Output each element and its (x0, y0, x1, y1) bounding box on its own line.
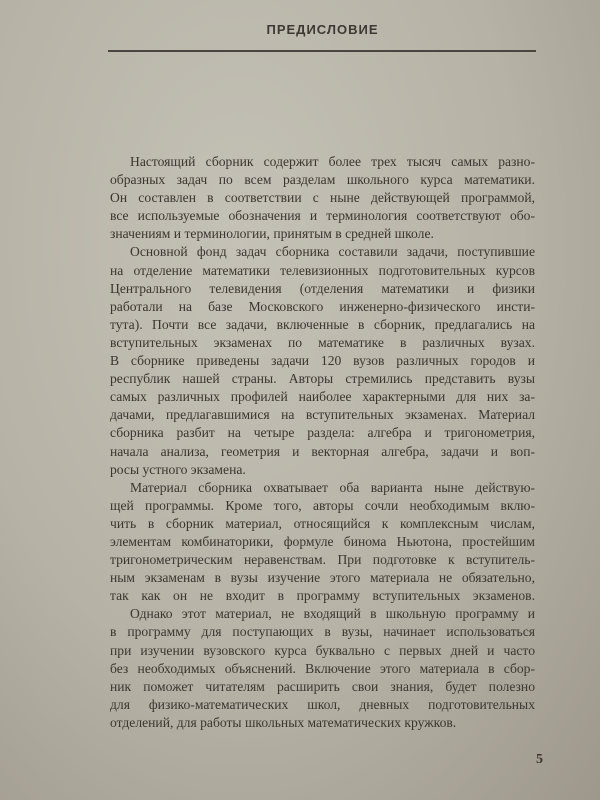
text-line: дачами, предлагавшимися на вступительных экзаменах. Материал (110, 407, 535, 423)
text-line: Центрального телевидения (отделения математики и физики (110, 280, 535, 296)
text-line: В сборнике приведены задачи 120 вузов различных городов и (110, 353, 535, 369)
text-line: тригонометрическим неравенствам. При подготовке к вступитель- (110, 552, 535, 568)
text-line: Настоящий сборник содержит более трех тысяч самых разно- (130, 154, 535, 169)
text-line: работали на базе Московского инженерно-физического инсти- (110, 298, 535, 314)
text-line: образных задач по всем разделам школьного курса математики. (110, 172, 535, 188)
text-line: так как он не входит в программу вступительных экзаменов. (110, 588, 535, 604)
text-line: начала анализа, геометрия и векторная алгебра, задачи и воп- (110, 443, 535, 459)
text-line: сборника разбит на четыре раздела: алгебра и тригонометрия, (110, 425, 535, 441)
text-line: для физико-математических школ, дневных подготовительных (110, 696, 535, 712)
text-line: при изучении вузовского курса буквально с первых дней и часто (110, 642, 535, 658)
text-line: Он составлен в соответствии с ныне действующей программой, (110, 190, 535, 206)
text-line: росы устного экзамена. (110, 461, 246, 477)
text-line: все используемые обозначения и терминология соответствуют обо- (110, 208, 535, 224)
page-number: 5 (536, 752, 543, 767)
text-line: самых различных профилей наиболее характерными для них за- (110, 389, 535, 405)
text-line: в программу для поступающих в вузы, начинает использоваться (110, 624, 535, 640)
text-line: чить в сборник материал, относящийся к комплексным числам, (110, 515, 535, 531)
text-line: Однако этот материал, не входящий в школьную программу и (130, 606, 535, 622)
text-line: ник поможет читателям расширить свои знания, будет полезно (110, 678, 535, 694)
text-line: значениям и терминологии, принятым в средней школе. (110, 226, 434, 242)
text-line: отделений, для работы школьных математических кружков. (110, 714, 457, 730)
text-line: без необходимых объяснений. Включение этого материала в сбор- (110, 660, 535, 676)
text-line: вступительных экзаменах по математике в различных вузах. (110, 334, 535, 350)
text-line: на отделение математики телевизионных подготовительных курсов (110, 262, 535, 278)
text-line: щей программы. Кроме того, авторы сочли необходимым вклю- (110, 497, 535, 513)
text-line: элементам комбинаторики, формуле бинома Ньютона, простейшим (110, 533, 535, 549)
page-heading: ПРЕДИСЛОВИЕ (266, 22, 379, 37)
text-line: ным экзаменам в вузы изучение этого материала не обязательно, (110, 570, 535, 586)
text-line: Материал сборника охватывает оба варианта ныне действую- (130, 479, 535, 495)
text-line: Основной фонд задач сборника составили задачи, поступившие (130, 244, 535, 260)
preface-text (110, 153, 535, 732)
heading-rule (108, 50, 536, 52)
text-line: тута). Почти все задачи, включенные в сборник, предлагались на (110, 316, 535, 332)
text-line: республик нашей страны. Авторы стремились представить вузы (110, 371, 535, 387)
